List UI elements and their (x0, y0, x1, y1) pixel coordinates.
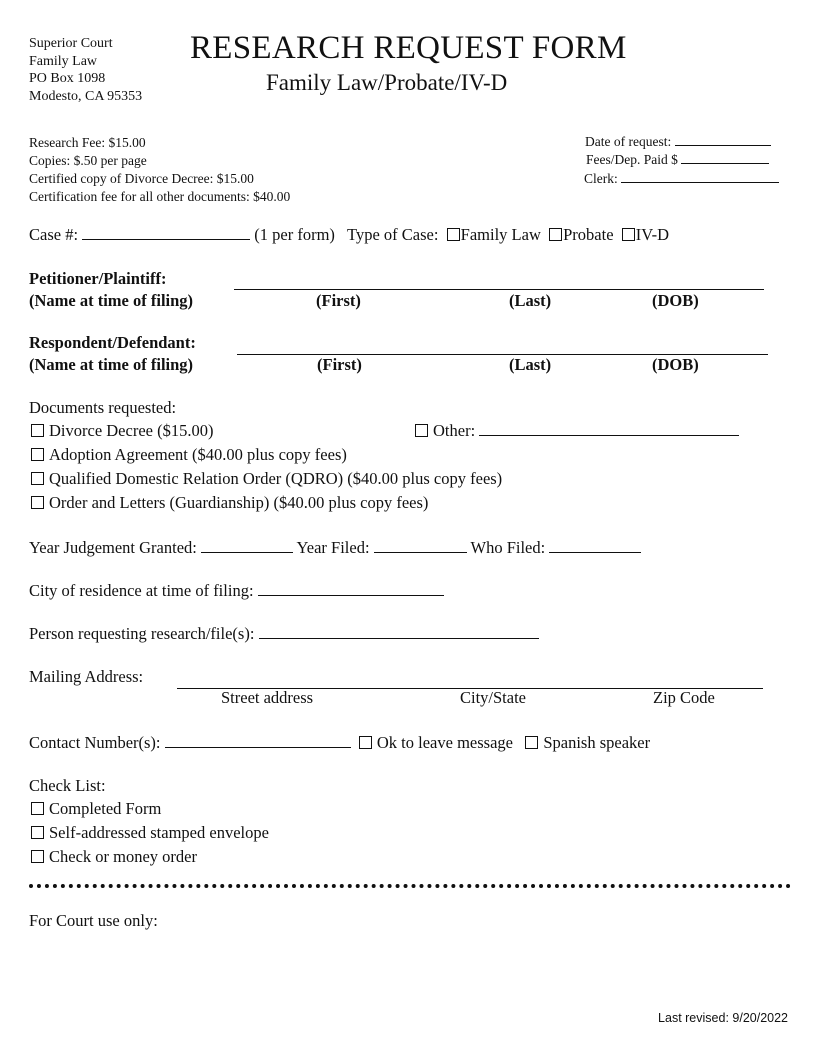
guardianship-label: Order and Letters (Guardianship) ($40.00 plus copy fees) (49, 493, 429, 512)
year-judgement-input[interactable] (201, 552, 293, 553)
court-city: Modesto, CA 95353 (29, 88, 143, 104)
fee-certification-other: Certification fee for all other documents: $40.00 (29, 189, 291, 204)
court-name: Superior Court (29, 36, 113, 51)
checklist-item-label: Completed Form (49, 799, 162, 818)
person-input[interactable] (259, 638, 539, 639)
year-filed-input[interactable] (374, 552, 467, 553)
qdro-checkbox[interactable] (31, 472, 44, 485)
fee-copies: Copies: $.50 per page (29, 153, 147, 168)
fee-certified-divorce: Certified copy of Divorce Decree: $15.00 (29, 171, 254, 186)
other-document-option (415, 421, 739, 441)
contact-row (29, 733, 650, 753)
form-title: RESEARCH REQUEST FORM (190, 30, 627, 66)
case-number-input[interactable] (82, 239, 250, 240)
respondent-last-label: (Last) (509, 355, 552, 374)
petitioner-name-input[interactable] (234, 289, 764, 290)
street-address-label: Street address (221, 688, 314, 707)
iv-d-checkbox[interactable] (622, 228, 635, 241)
contact-label: Contact Number(s): (29, 733, 161, 752)
checklist (31, 799, 269, 871)
qdro-option (31, 469, 502, 489)
respondent-label: Respondent/Defendant: (29, 333, 196, 352)
clerk-input[interactable] (621, 182, 779, 183)
date-of-request-label: Date of request: (585, 134, 672, 149)
fees-paid-label: Fees/Dep. Paid $ (586, 152, 678, 167)
date-of-request-input[interactable] (675, 145, 771, 146)
ok-message-checkbox[interactable] (359, 736, 372, 749)
date-of-request-field (585, 134, 771, 150)
case-type-label: Type of Case: (347, 225, 439, 244)
year-row (29, 538, 641, 558)
completed-form-checkbox[interactable] (31, 802, 44, 815)
other-document-input[interactable] (479, 435, 739, 436)
checklist-item (31, 847, 269, 871)
case-per-form-note: (1 per form) (254, 225, 335, 244)
city-state-label: City/State (460, 688, 526, 707)
mailing-label: Mailing Address: (29, 667, 144, 686)
spanish-speaker-label: Spanish speaker (543, 733, 651, 752)
respondent-first-label: (First) (317, 355, 362, 374)
petitioner-sublabel: (Name at time of filing) (29, 291, 194, 310)
divorce-decree-checkbox[interactable] (31, 424, 44, 437)
clerk-label: Clerk: (584, 171, 618, 186)
fee-research: Research Fee: $15.00 (29, 135, 146, 150)
adoption-checkbox[interactable] (31, 448, 44, 461)
year-filed-label: Year Filed: (296, 538, 370, 557)
respondent-dob-label: (DOB) (652, 355, 699, 374)
payment-checkbox[interactable] (31, 850, 44, 863)
form-subtitle: Family Law/Probate/IV-D (266, 70, 508, 95)
other-document-label: Other: (433, 421, 476, 440)
adoption-label: Adoption Agreement ($40.00 plus copy fees) (49, 445, 347, 464)
guardianship-checkbox[interactable] (31, 496, 44, 509)
petitioner-last-label: (Last) (509, 291, 552, 310)
person-label: Person requesting research/file(s): (29, 624, 255, 643)
contact-input[interactable] (165, 747, 351, 748)
city-label: City of residence at time of filing: (29, 581, 254, 600)
petitioner-first-label: (First) (316, 291, 361, 310)
checklist-item-label: Self-addressed stamped envelope (49, 823, 269, 842)
court-division: Family Law (29, 53, 98, 69)
last-revised: Last revised: 9/20/2022 (658, 1011, 788, 1025)
fee-schedule (29, 134, 290, 206)
city-input[interactable] (258, 595, 444, 596)
court-use-divider (29, 884, 791, 888)
divorce-decree-option (31, 421, 213, 441)
who-filed-label: Who Filed: (470, 538, 546, 557)
petitioner-label: Petitioner/Plaintiff: (29, 269, 167, 288)
case-number-label: Case #: (29, 225, 79, 244)
fees-paid-input[interactable] (681, 163, 769, 164)
adoption-option (31, 445, 347, 465)
case-row (29, 225, 669, 245)
respondent-sublabel: (Name at time of filing) (29, 355, 194, 374)
divorce-decree-label: Divorce Decree ($15.00) (49, 421, 214, 440)
court-address (29, 35, 142, 105)
checklist-item (31, 823, 269, 847)
probate-option-label: Probate (563, 225, 614, 244)
family-law-checkbox[interactable] (447, 228, 460, 241)
checklist-item-label: Check or money order (49, 847, 197, 866)
zip-code-label: Zip Code (653, 688, 715, 707)
city-row (29, 581, 444, 601)
documents-label: Documents requested: (29, 398, 177, 417)
person-row (29, 624, 539, 644)
year-judgement-label: Year Judgement Granted: (29, 538, 197, 557)
court-po-box: PO Box 1098 (29, 71, 106, 86)
court-use-label: For Court use only: (29, 911, 158, 930)
checklist-item (31, 799, 269, 823)
who-filed-input[interactable] (549, 552, 641, 553)
guardianship-option (31, 493, 428, 513)
checklist-label: Check List: (29, 776, 106, 795)
other-document-checkbox[interactable] (415, 424, 428, 437)
envelope-checkbox[interactable] (31, 826, 44, 839)
iv-d-option-label: IV-D (635, 225, 670, 244)
clerk-field (584, 171, 779, 187)
family-law-option-label: Family Law (460, 225, 541, 244)
probate-checkbox[interactable] (549, 228, 562, 241)
ok-message-label: Ok to leave message (376, 733, 513, 752)
spanish-speaker-checkbox[interactable] (525, 736, 538, 749)
qdro-label: Qualified Domestic Relation Order (QDRO) ($40.00 plus copy fees) (49, 469, 503, 488)
petitioner-dob-label: (DOB) (652, 291, 699, 310)
fees-paid-field (586, 152, 769, 168)
